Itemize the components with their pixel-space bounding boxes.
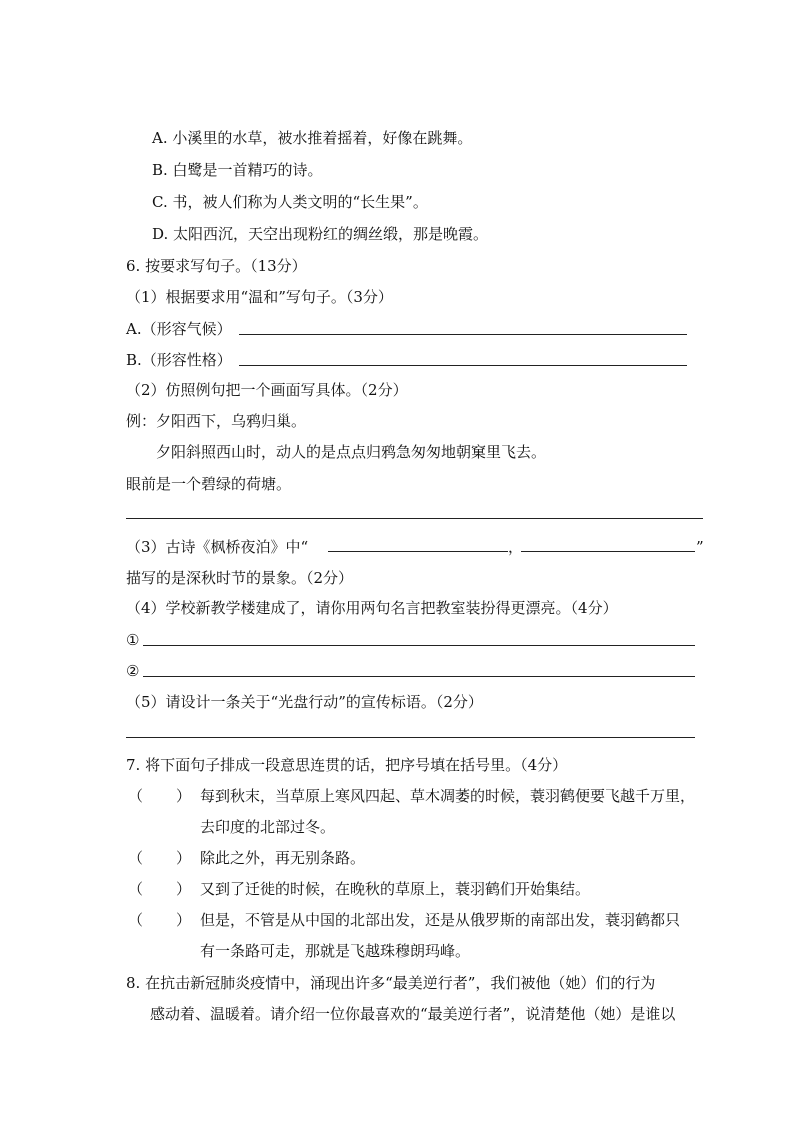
q7-sentence-2: 除此之外，再无别条路。 — [200, 849, 366, 867]
q6-part2-instruction: （2）仿照例句把一个画面写具体。（2分） — [126, 381, 408, 399]
q6-part3-blank-1[interactable] — [328, 551, 508, 552]
q6-part5-instruction: （5）请设计一条关于“光盘行动”的宣传标语。（2分） — [126, 693, 483, 711]
q6-part4-answer-line-1[interactable] — [143, 645, 695, 646]
q7-paren-close-2: ） — [176, 849, 192, 867]
q7-title: 7. 将下面句子排成一段意思连贯的话，把序号填在括号里。（4分） — [126, 756, 568, 774]
q6-part1-b-label: B.（形容性格） — [126, 351, 232, 369]
q6-part2-prompt: 眼前是一个碧绿的荷塘。 — [126, 475, 292, 493]
q6-part3-lead: （3）古诗《枫桥夜泊》中“ — [126, 538, 309, 556]
q6-part3-comma: ， — [508, 538, 524, 556]
q6-part2-answer-line[interactable] — [126, 518, 703, 519]
q6-part5-answer-line[interactable] — [126, 737, 695, 738]
q7-sentence-3: 又到了迁徙的时候，在晚秋的草原上，蓑羽鹤们开始集结。 — [200, 880, 591, 898]
q7-sentence-1-line-2: 去印度的北部过冬。 — [200, 818, 336, 836]
q7-paren-open-2: （ — [128, 849, 144, 867]
q6-part3-blank-2[interactable] — [521, 551, 695, 552]
q7-sentence-4-line-2: 有一条路可走，那就是飞越珠穆朗玛峰。 — [200, 942, 471, 960]
q6-part4-mark-1: ① — [126, 631, 140, 649]
q5-option-b: B. 白鹭是一首精巧的诗。 — [152, 161, 323, 179]
q7-paren-open-1: （ — [128, 787, 144, 805]
q7-paren-open-4: （ — [128, 911, 144, 929]
q6-part4-mark-2: ② — [126, 662, 140, 680]
q7-paren-close-4: ） — [176, 911, 192, 929]
q7-sentence-4-line-1: 但是，不管是从中国的北部出发，还是从俄罗斯的南部出发，蓑羽鹤都只 — [200, 911, 681, 929]
q8-line-1: 8. 在抗击新冠肺炎疫情中，涌现出许多“最美逆行者”，我们被他（她）们的行为 — [126, 974, 656, 992]
q6-part1-a-answer-line[interactable] — [239, 334, 687, 335]
q8-line-2: 感动着、温暖着。请介绍一位你最喜欢的“最美逆行者”，说清楚他（她）是谁以 — [150, 1005, 676, 1023]
q6-part1-a-label: A.（形容气候） — [126, 320, 232, 338]
q7-sentence-1-line-1: 每到秋末，当草原上寒风四起、草木凋萎的时候，蓑羽鹤便要飞越千万里， — [200, 787, 696, 805]
q7-paren-open-3: （ — [128, 880, 144, 898]
q5-option-d: D. 太阳西沉，天空出现粉红的绸丝缎，那是晚霞。 — [152, 225, 489, 243]
q6-part4-instruction: （4）学校新教学楼建成了，请你用两句名言把教室装扮得更漂亮。（4分） — [126, 599, 618, 617]
q6-part3-close-quote: ” — [696, 538, 704, 556]
q6-part1-b-answer-line[interactable] — [239, 365, 687, 366]
q6-part4-answer-line-2[interactable] — [143, 676, 695, 677]
q7-paren-close-3: ） — [176, 880, 192, 898]
q5-option-a: A. 小溪里的水草，被水推着摇着，好像在跳舞。 — [152, 129, 473, 147]
q5-option-c: C. 书，被人们称为人类文明的“长生果”。 — [152, 193, 428, 211]
q6-part2-example: 例：夕阳西下，乌鸦归巢。 — [126, 412, 307, 430]
q6-part1-instruction: （1）根据要求用“温和”写句子。（3分） — [126, 288, 393, 306]
q7-paren-close-1: ） — [176, 787, 192, 805]
q6-part2-example-expanded: 夕阳斜照西山时，动人的是点点归鸦急匆匆地朝窠里飞去。 — [156, 443, 547, 461]
q6-part3-tail: 描写的是深秋时节的景象。（2分） — [126, 569, 354, 587]
q6-title: 6. 按要求写句子。（13分） — [126, 257, 307, 275]
